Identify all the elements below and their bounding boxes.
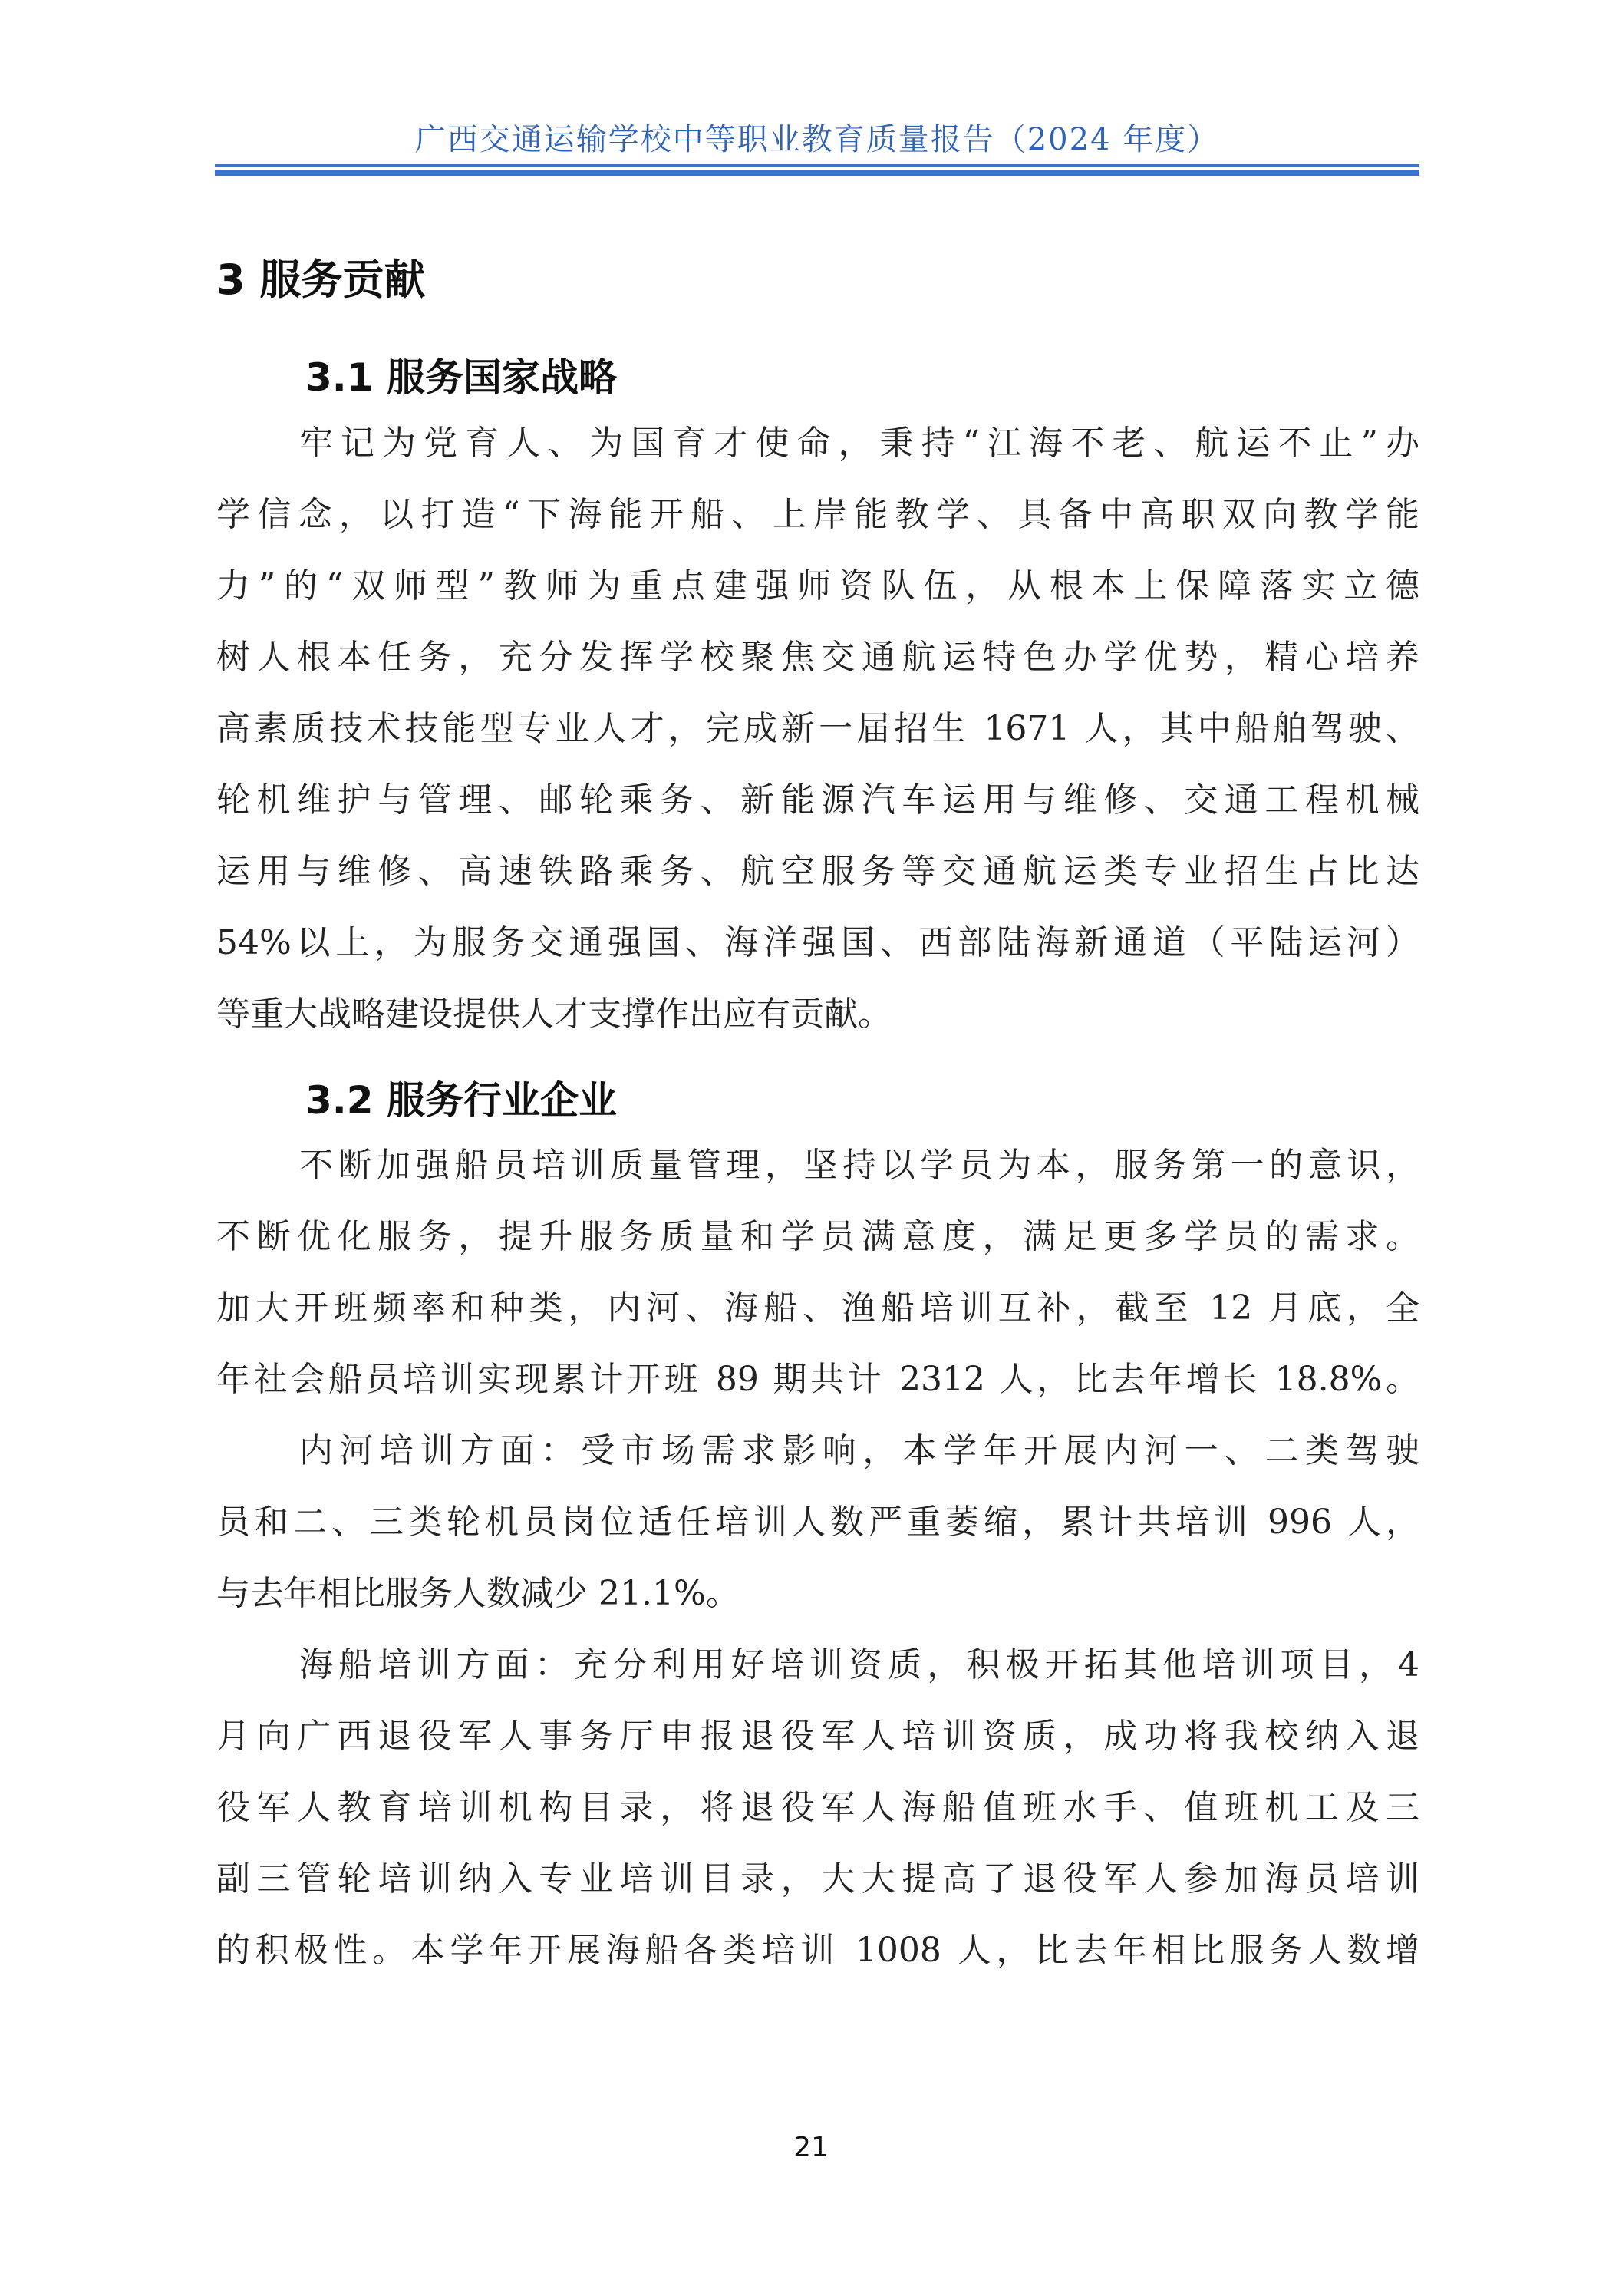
subsection-heading-3-1: 3.1 服务国家战略 (305, 355, 617, 400)
paragraph-line: 役军人教育培训机构目录，将退役军人海船值班水手、值班机工及三 (216, 1788, 1419, 1827)
paragraph-line: 年社会船员培训实现累计开班 89 期共计 2312 人，比去年增长 18.8%。 (216, 1360, 1419, 1399)
paragraph-line: 加大开班频率和种类，内河、海船、渔船培训互补，截至 12 月底，全 (216, 1288, 1419, 1328)
paragraph-line: 高素质技术技能型专业人才，完成新一届招生 1671 人，其中船舶驾驶、 (216, 709, 1419, 748)
paragraph-line: 牢记为党育人、为国育才使命，秉持“江海不老、航运不止”办 (299, 424, 1419, 463)
paragraph-line: 运用与维修、高速铁路乘务、航空服务等交通航运类专业招生占比达 (216, 852, 1419, 891)
page-number: 21 (793, 2132, 829, 2163)
paragraph-line: 员和二、三类轮机员岗位适任培训人数严重萎缩，累计共培训 996 人， (216, 1503, 1419, 1542)
section-heading: 3 服务贡献 (216, 256, 426, 304)
paragraph-line: 等重大战略建设提供人才支撑作出应有贡献。 (216, 995, 892, 1034)
header-divider-thin (215, 164, 1419, 167)
paragraph-line: 不断加强船员培训质量管理，坚持以学员为本，服务第一的意识， (299, 1146, 1419, 1185)
paragraph-line: 学信念，以打造“下海能开船、上岸能教学、具备中高职双向教学能 (216, 495, 1419, 534)
paragraph-line: 与去年相比服务人数减少 21.1%。 (216, 1574, 740, 1613)
paragraph-line: 树人根本任务，充分发挥学校聚焦交通航运特色办学优势，精心培养 (216, 638, 1419, 677)
header-divider-thick (215, 170, 1419, 176)
paragraph-line: 轮机维护与管理、邮轮乘务、新能源汽车运用与维修、交通工程机械 (216, 780, 1419, 820)
paragraph-line: 54%以上，为服务交通强国、海洋强国、西部陆海新通道（平陆运河） (216, 923, 1419, 962)
report-header-title: 广西交通运输学校中等职业教育质量报告（2024 年度） (414, 122, 1220, 157)
subsection-heading-3-2: 3.2 服务行业企业 (305, 1078, 617, 1123)
paragraph-line: 的积极性。本学年开展海船各类培训 1008 人，比去年相比服务人数增 (216, 1931, 1419, 1970)
paragraph-line: 月向广西退役军人事务厅申报退役军人培训资质，成功将我校纳入退 (216, 1717, 1419, 1756)
paragraph-line: 海船培训方面：充分利用好培训资质，积极开拓其他培训项目，4 (299, 1645, 1419, 1684)
paragraph-line: 副三管轮培训纳入专业培训目录，大大提高了退役军人参加海员培训 (216, 1859, 1419, 1898)
paragraph-line: 不断优化服务，提升服务质量和学员满意度，满足更多学员的需求。 (216, 1217, 1419, 1256)
paragraph-line: 力”的“双师型”教师为重点建强师资队伍，从根本上保障落实立德 (216, 566, 1419, 605)
paragraph-line: 内河培训方面：受市场需求影响，本学年开展内河一、二类驾驶 (299, 1431, 1419, 1470)
